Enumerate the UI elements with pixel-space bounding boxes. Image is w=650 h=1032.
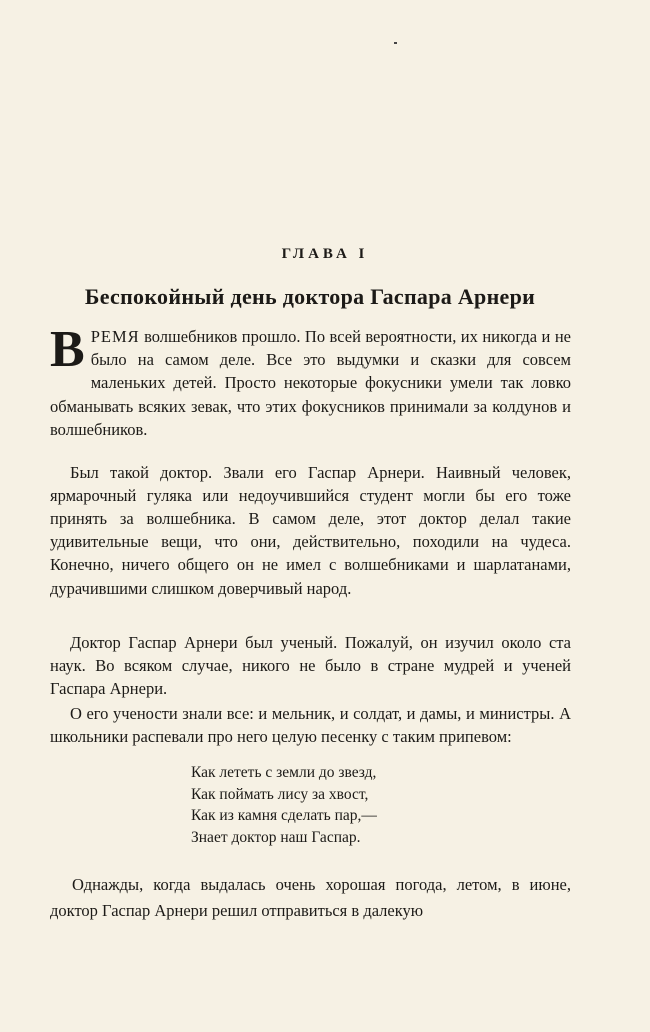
verse-line: Знает доктор наш Гаспар. [191, 828, 361, 846]
verse-line: Как лететь с земли до звезд, [191, 764, 377, 781]
paragraph-5: Однажды, когда выдалась очень хорошая погода, летом, в июне, доктор Гаспар Арнери решил отправиться в далекую [50, 874, 571, 920]
verse-line: Как из камня сделать пар,— [191, 807, 377, 824]
paragraph-2: Был такой доктор. Звали его Гаспар Арнери. Наивный человек, ярмарочный гуляка или недоучившийся студент могли бы его тоже принять за волшебника. В самом деле, этот доктор делал такие удивительные вещи, что они, действительно, походили на чудеса. Конечно, ничего общего он не имел с волшебниками и шарлатанами, дурачившими слишком доверчивый народ. [50, 462, 571, 598]
paragraph-1 [50, 321, 572, 441]
verse-line: Как поймать лису за хвост, [191, 785, 369, 803]
chapter-title: Беспокойный день доктора Гаспара Арнери [84, 284, 536, 309]
chapter-label: ГЛАВА I [281, 246, 369, 262]
drop-cap: В [50, 321, 85, 378]
verse [191, 762, 491, 848]
paragraph-3: Доктор Гаспар Арнери был ученый. Пожалуй, он изучил около ста наук. Во всяком случае, никого не было в стране мудрей и ученей Гаспара Арнери. [50, 632, 571, 698]
printing-mark [394, 42, 397, 44]
paragraph-1-text: волшебников прошло. По всей вероятности, их никогда и не было на самом деле. Все это выдумки и сказки для совсем маленьких детей. Просто некоторые фокусники умели так ловко обманывать всяких зевак, что этих фокусников принимали за колдунов и волшебников. [50, 327, 572, 439]
paragraph-4: О его учености знали все: и мельник, и солдат, и дамы, и министры. А школьники распевали про него целую песенку с таким припевом: [50, 703, 571, 746]
lead-word: РЕМЯ [90, 327, 140, 346]
